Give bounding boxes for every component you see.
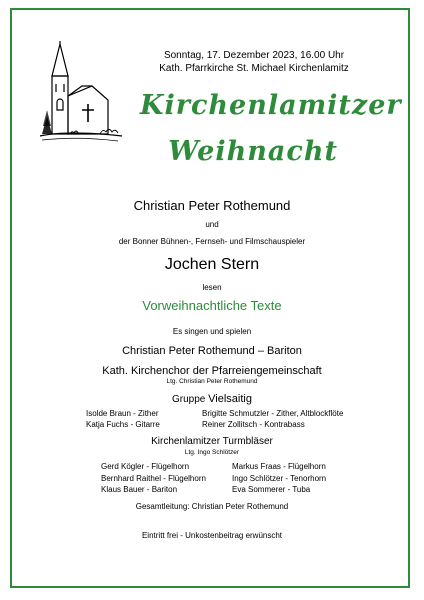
reader-1: Christian Peter Rothemund: [133, 198, 291, 213]
brass-members-left: [101, 461, 206, 496]
sing-intro: Es singen und spielen: [172, 327, 252, 336]
reader-2-intro: der Bonner Bühnen-, Fernseh- und Filmschauspieler: [118, 237, 306, 246]
reader-2: Jochen Stern: [164, 256, 260, 273]
group-members-right: [202, 408, 343, 430]
choir-name: Kath. Kirchenchor der Pfarreiengemeinschaft: [102, 365, 322, 377]
program-title: Vorweihnachtliche Texte: [142, 298, 282, 313]
list-item: Eva Sommerer - Tuba: [232, 485, 311, 494]
group-heading: [0, 393, 424, 406]
list-item: Brigitte Schmutzler - Zither, Altblockflöte: [202, 409, 344, 418]
performer-1: Christian Peter Rothemund – Bariton: [122, 345, 302, 357]
title-line-2: Weihnacht: [168, 136, 338, 167]
list-item: Katja Fuchs - Gitarre: [86, 420, 160, 429]
list-item: Gerd Kögler - Flügelhorn: [101, 462, 190, 471]
list-item: Markus Fraas - Flügelhorn: [232, 462, 326, 471]
church-illustration-icon: [38, 40, 124, 148]
list-item: Bernhard Raithel - Flügelhorn: [101, 473, 206, 483]
brass-leader: Ltg. Ingo Schlötzer: [184, 449, 240, 456]
list-item: Klaus Bauer - Bariton: [101, 485, 178, 494]
brass-members-right: [232, 461, 326, 496]
brass-name: Kirchenlamitzer Turmbläser: [151, 436, 273, 447]
choir-leader: Ltg. Christian Peter Rothemund: [166, 378, 258, 385]
event-location: Kath. Pfarrkirche St. Michael Kirchenlamitz: [159, 63, 349, 74]
group-name: Vielsaitig: [208, 393, 252, 405]
event-date: Sonntag, 17. Dezember 2023, 16.00 Uhr: [163, 50, 345, 61]
conjunction-und: und: [205, 220, 219, 229]
overall-lead: Gesamtleitung: Christian Peter Rothemund: [135, 502, 289, 511]
list-item: Ingo Schlötzer - Tenorhorn: [232, 473, 327, 483]
list-item: Reiner Zollitsch - Kontrabass: [202, 420, 305, 429]
list-item: Isolde Braun - Zither: [86, 409, 159, 418]
title-line-1: Kirchenlamitzer: [140, 90, 402, 121]
admission-note: Eintritt frei - Unkostenbeitrag erwünscht: [141, 531, 283, 540]
group-prefix: Gruppe: [172, 394, 206, 405]
group-members-left: [86, 408, 160, 430]
lesen-text: lesen: [202, 283, 222, 292]
